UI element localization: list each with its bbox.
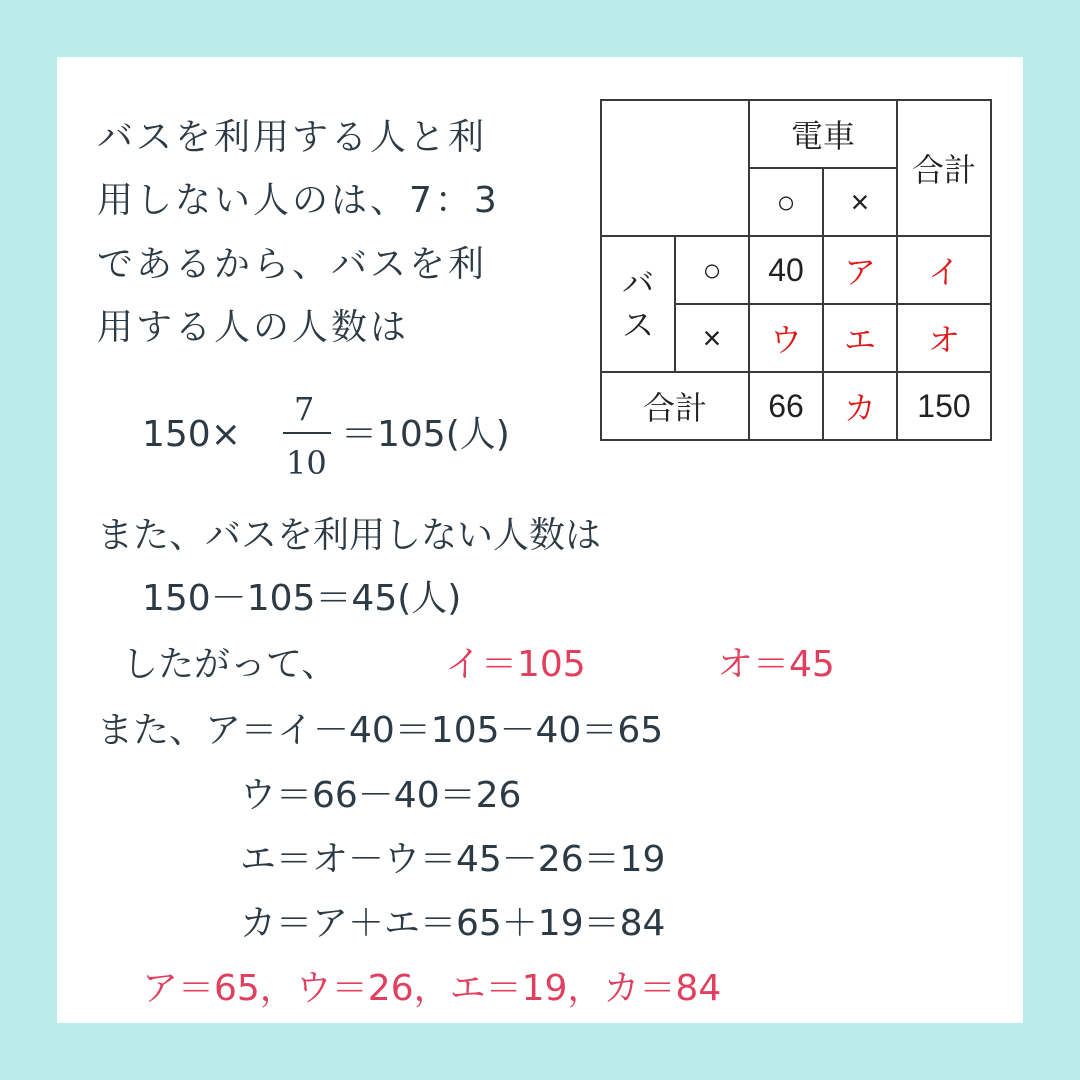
table-bus-yes: ○ bbox=[675, 236, 749, 304]
final-answer: ア＝65，ウ＝26，エ＝19，カ＝84 bbox=[142, 968, 722, 1009]
table-cell: 150 bbox=[897, 372, 991, 440]
intro-line-3: であるから、バスを利 bbox=[97, 244, 488, 285]
fraction-bar bbox=[283, 432, 331, 434]
calc-rhs: ＝105(人) bbox=[341, 414, 510, 455]
bus-label-char-1: バ bbox=[621, 265, 654, 301]
table-cell: 40 bbox=[749, 236, 823, 304]
answer-i: イ＝105 bbox=[445, 644, 586, 685]
bus-label-char-2: ス bbox=[621, 307, 654, 343]
line-a-calc: また、ア＝イ－40＝105－40＝65 bbox=[97, 710, 664, 751]
content-card bbox=[57, 57, 1023, 1023]
answer-o: オ＝45 bbox=[717, 644, 835, 685]
table-train-no: × bbox=[823, 168, 897, 236]
intro-line-4: 用する人の人数は bbox=[97, 307, 410, 348]
table-cell-e: エ bbox=[823, 304, 897, 372]
fraction-numerator: 7 bbox=[294, 390, 315, 428]
line-therefore: したがって、 bbox=[122, 644, 338, 685]
line-u-calc: ウ＝66－40＝26 bbox=[240, 775, 522, 816]
table-cell-o: オ bbox=[897, 304, 991, 372]
table-empty-corner bbox=[601, 100, 749, 236]
calc-lhs: 150× bbox=[142, 414, 241, 455]
table-bus-no: × bbox=[675, 304, 749, 372]
cross-table bbox=[600, 99, 992, 441]
table-bus-label bbox=[601, 236, 675, 372]
table-total-header: 合計 bbox=[897, 100, 991, 236]
table-train-yes: ○ bbox=[749, 168, 823, 236]
intro-line-1: バスを利用する人と利 bbox=[97, 117, 488, 158]
table-total-label: 合計 bbox=[601, 372, 749, 440]
intro-line-2: 用しない人のは、7：3 bbox=[97, 180, 500, 221]
line-ka-calc: カ＝ア＋エ＝65＋19＝84 bbox=[240, 903, 666, 944]
table-cell: 66 bbox=[749, 372, 823, 440]
line-e-calc: エ＝オ－ウ＝45－26＝19 bbox=[240, 839, 666, 880]
line-bus-not-used: また、バスを利用しない人数は bbox=[97, 515, 602, 556]
table-train-header: 電車 bbox=[749, 100, 897, 168]
line-subtraction: 150－105＝45(人) bbox=[142, 578, 462, 619]
table-cell-a: ア bbox=[823, 236, 897, 304]
table-cell-u: ウ bbox=[749, 304, 823, 372]
table-cell-ka: カ bbox=[823, 372, 897, 440]
fraction-denominator: 10 bbox=[286, 444, 327, 482]
table-cell-i: イ bbox=[897, 236, 991, 304]
